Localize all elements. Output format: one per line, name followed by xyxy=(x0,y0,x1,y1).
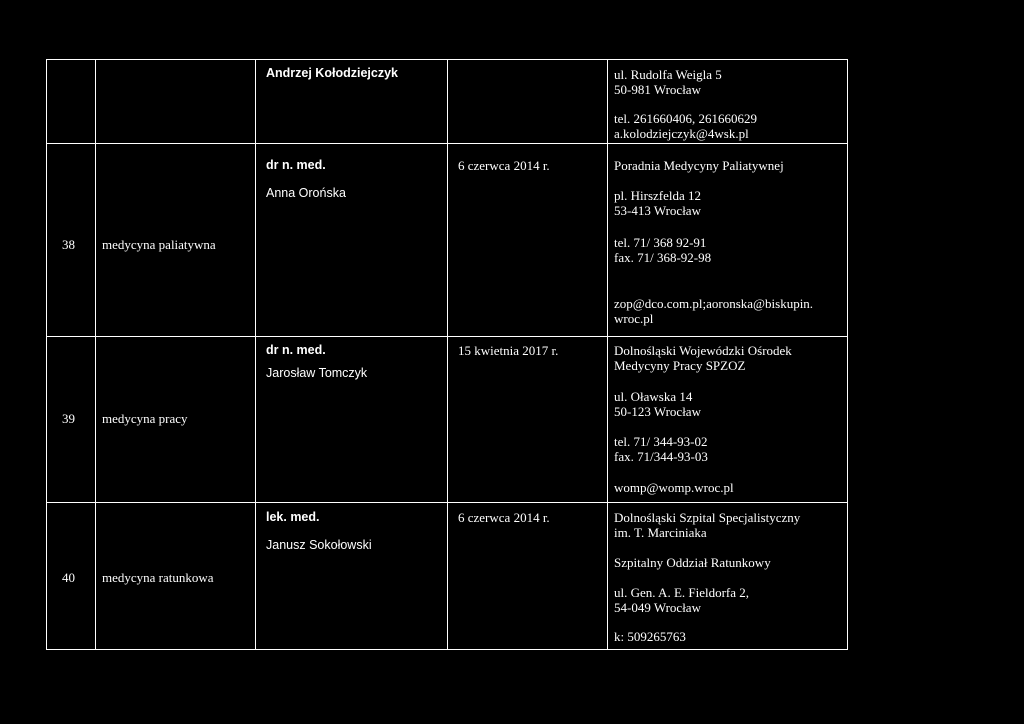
row-number: 38 xyxy=(62,237,75,252)
academic-title: lek. med. xyxy=(266,510,320,524)
contact: k: 509265763 xyxy=(614,629,686,644)
consultant-name: Andrzej Kołodziejczyk xyxy=(266,66,398,80)
address: pl. Hirszfelda 12 53-413 Wrocław xyxy=(614,188,702,218)
address: ul. Rudolfa Weigla 5 50-981 Wrocław xyxy=(614,67,722,97)
specialty: medycyna pracy xyxy=(102,411,188,426)
column-divider xyxy=(95,60,96,649)
row-number: 39 xyxy=(62,411,75,426)
column-divider xyxy=(607,60,608,649)
row-number: 40 xyxy=(62,570,75,585)
address: ul. Oławska 14 50-123 Wrocław xyxy=(614,389,701,419)
column-divider xyxy=(447,60,448,649)
institution: Dolnośląski Szpital Specjalistyczny im. T. Marciniaka xyxy=(614,510,801,540)
row-divider xyxy=(47,143,847,144)
appointment-date: 6 czerwca 2014 r. xyxy=(458,510,550,525)
consultant-name: Janusz Sokołowski xyxy=(266,538,372,552)
specialty: medycyna ratunkowa xyxy=(102,570,214,585)
contact: tel. 261660406, 261660629 a.kolodziejczyk@4wsk.pl xyxy=(614,111,757,141)
row-divider xyxy=(47,502,847,503)
institution: Poradnia Medycyny Paliatywnej xyxy=(614,158,784,173)
appointment-date: 6 czerwca 2014 r. xyxy=(458,158,550,173)
consultant-name: Anna Orońska xyxy=(266,186,346,200)
academic-title: dr n. med. xyxy=(266,343,326,357)
email: zop@dco.com.pl;aoronska@biskupin. wroc.pl xyxy=(614,296,814,326)
column-divider xyxy=(255,60,256,649)
consultant-name: Jarosław Tomczyk xyxy=(266,366,368,380)
address: ul. Gen. A. E. Fieldorfa 2, 54-049 Wrocław xyxy=(614,585,750,615)
institution: Dolnośląski Wojewódzki Ośrodek Medycyny Pracy SPZOZ xyxy=(614,343,792,373)
row-divider xyxy=(47,336,847,337)
department: Szpitalny Oddział Ratunkowy xyxy=(614,555,771,570)
contact: tel. 71/ 344-93-02 fax. 71/344-93-03 xyxy=(614,434,708,464)
academic-title: dr n. med. xyxy=(266,158,326,172)
specialty: medycyna paliatywna xyxy=(102,237,216,252)
contact: tel. 71/ 368 92-91 fax. 71/ 368-92-98 xyxy=(614,235,712,265)
appointment-date: 15 kwietnia 2017 r. xyxy=(458,343,559,358)
email: womp@womp.wroc.pl xyxy=(614,480,734,495)
